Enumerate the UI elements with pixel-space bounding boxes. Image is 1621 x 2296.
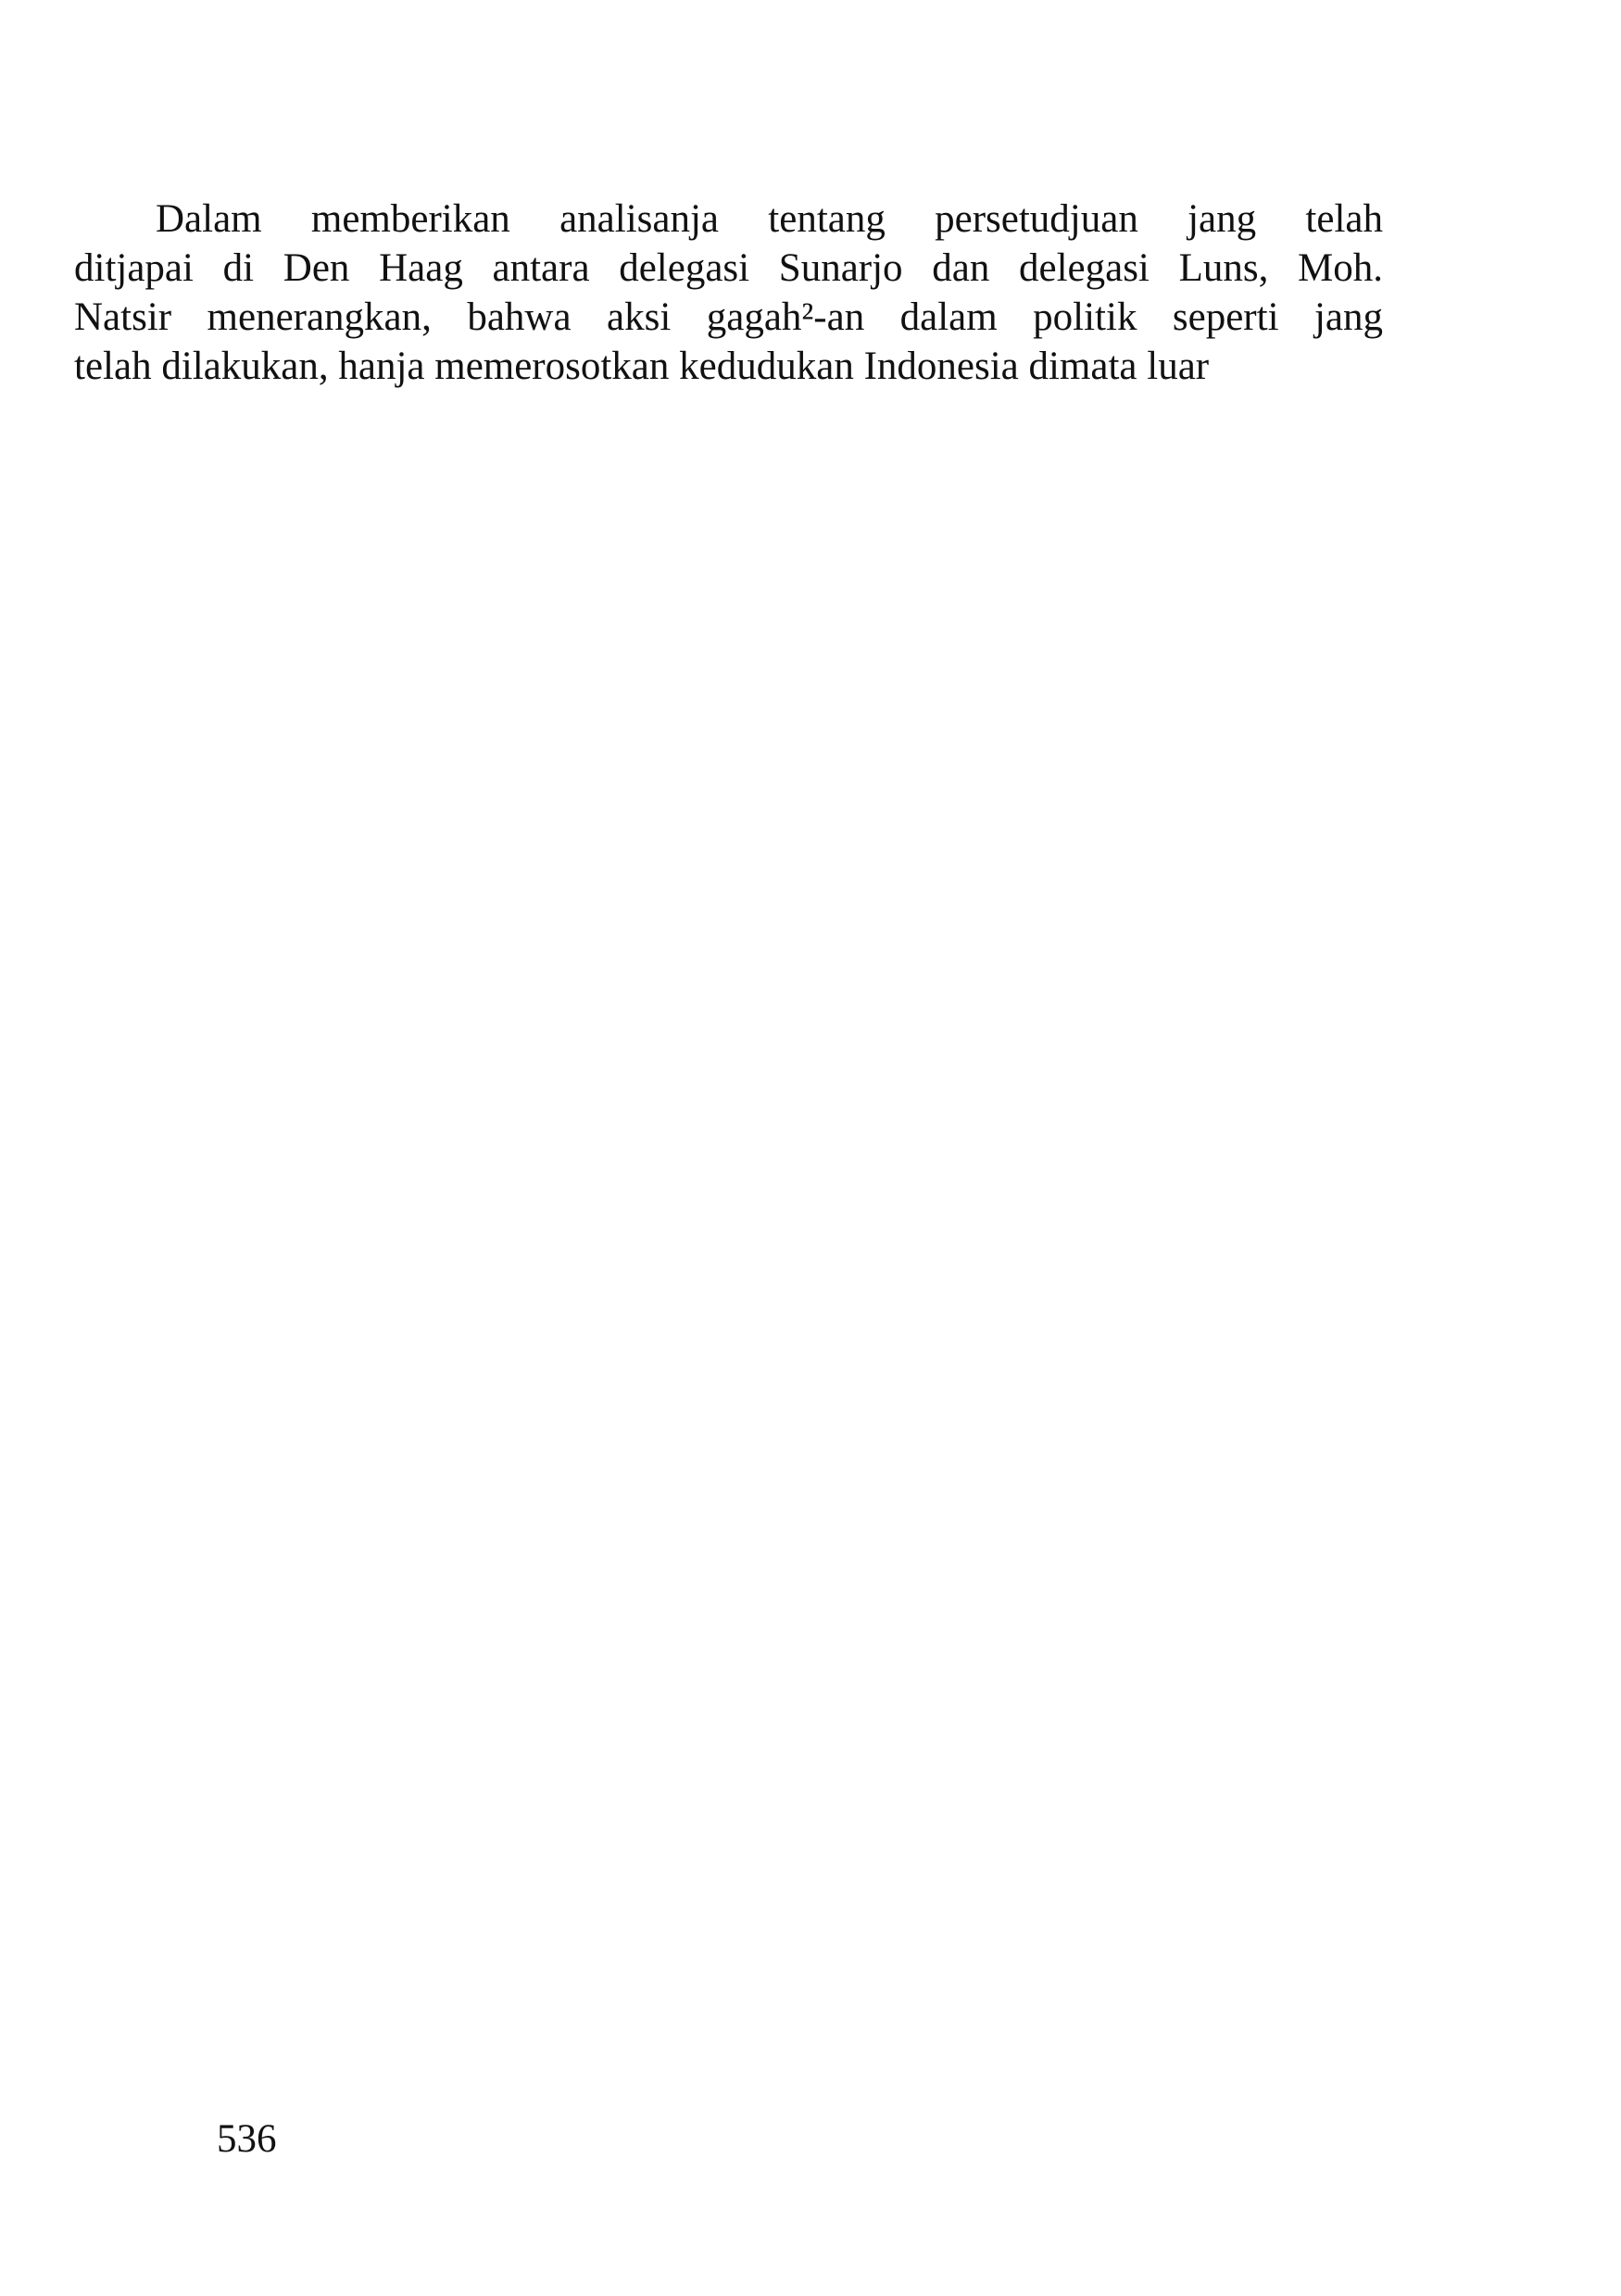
page-number: 536 <box>217 2117 277 2161</box>
paragraph-line-3: Natsir menerangkan, bahwa aksi gagah²-an dalam politik seperti jang <box>74 295 1383 339</box>
paragraph-line-4: telah dilakukan, hanja memerosotkan kedudukan Indonesia dimata luar <box>74 345 1210 388</box>
paragraph-line-2: ditjapai di Den Haag antara delegasi Sunarjo dan delegasi Luns, Moh. <box>74 246 1383 290</box>
paragraph-line-1: Dalam memberikan analisanja tentang persetudjuan jang telah <box>156 197 1383 241</box>
body-paragraph <box>74 194 1383 391</box>
